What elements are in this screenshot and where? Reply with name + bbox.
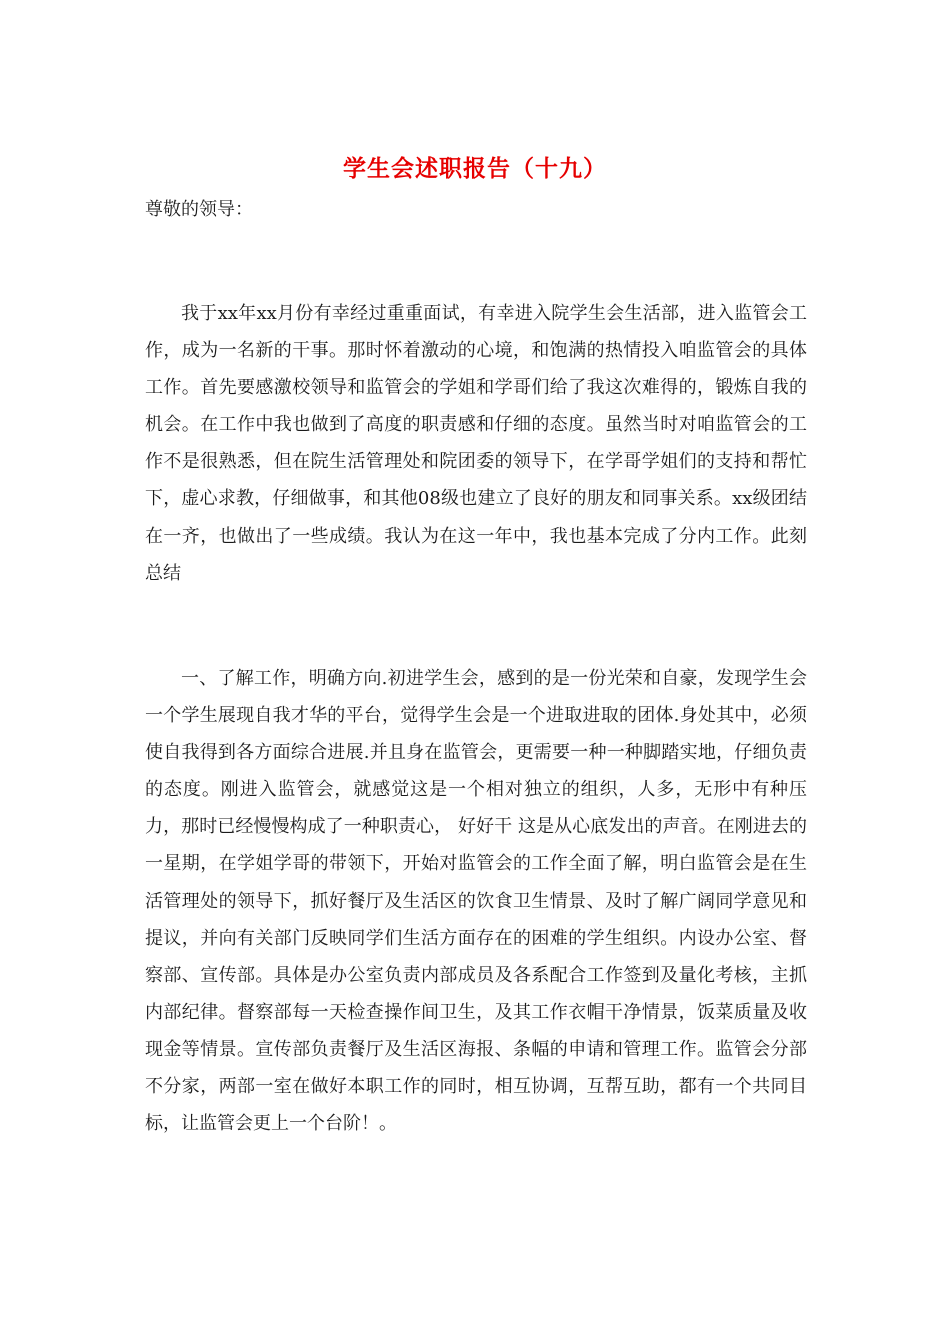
document-title: 学生会述职报告（十九） [343, 156, 607, 182]
paragraph-section-one: 一、了解工作，明确方向.初进学生会，感到的是一份光荣和自豪，发现学生会一个学生展现自我才华的平台，觉得学生会是一个进取进取的团体.身处其中，必须使自我得到各方面综合进展.并且身在监管会，更需要一种一种脚踏实地，仔细负责的态度。刚进入监管会，就感觉这是一个相对独立的组织，人多，无形中有种压力，那时已经慢慢构成了一种职责心， 好好干 这是从心底发出的声音。在刚进去的一星期，在学姐学哥的带领下，开始对监管会的工作全面了解，明白监管会是在生活管理处的领导下，抓好餐厅及生活区的饮食卫生情景、及时了解广阔同学意见和提议，并向有关部门反映同学们生活方面存在的困难的学生组织。内设办公室、督察部、宣传部。具体是办公室负责内部成员及各系配合工作签到及量化考核，主抓内部纪律。督察部每一天检查操作间卫生，及其工作衣帽干净情景，饭菜质量及收现金等情景。宣传部负责餐厅及生活区海报、条幅的申请和管理工作。监管会分部不分家，两部一室在做好本职工作的同时，相互协调，互帮互助，都有一个共同目标，让监管会更上一个台阶！。 [145, 668, 807, 1135]
paragraph-intro: 我于xx年xx月份有幸经过重重面试，有幸进入院学生会生活部，进入监管会工作，成为一名新的干事。那时怀着激动的心境，和饱满的热情投入咱监管会的具体工作。首先要感激校领导和监管会的学姐和学哥们给了我这次难得的，锻炼自我的机会。在工作中我也做到了高度的职责感和仔细的态度。虽然当时对咱监管会的工作不是很熟悉，但在院生活管理处和院团委的领导下，在学哥学姐们的支持和帮忙下，虚心求教，仔细做事，和其他08级也建立了良好的朋友和同事关系。xx级团结在一齐，也做出了一些成绩。我认为在这一年中，我也基本完成了分内工作。此刻总结 [145, 303, 807, 584]
salutation: 尊敬的领导： [145, 199, 253, 220]
